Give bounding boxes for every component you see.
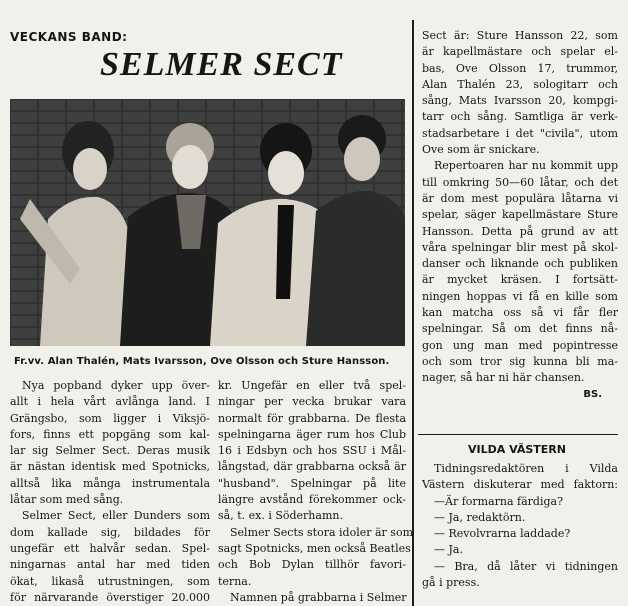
sidebar-line: — Bra, då låter vi tidningen — [434, 559, 618, 573]
sidebar-divider — [418, 434, 618, 435]
article-line: gon ung man med popintresse — [422, 338, 618, 352]
article-line: är mycket kräsen. I fortsätt- — [422, 273, 618, 287]
article-line: terna. — [218, 574, 252, 588]
article-line: och som tror sig kunna bli ma- — [422, 354, 618, 368]
article-line: Selmer Sect, eller Dunders som — [22, 509, 210, 523]
article-line: ningarnas antal har med tiden — [10, 558, 210, 572]
article-line: spelningarna äger rum hos Club — [218, 427, 406, 441]
article-line: så, t. ex. i Söderhamn. — [218, 509, 343, 523]
article-line: lar sig Selmer Sect. Deras musik — [10, 444, 210, 458]
article-column-2 — [218, 378, 414, 606]
article-line: kr. Ungefär en eller två spel- — [218, 379, 406, 392]
article-line: bas, Ove Olsson 17, trummor, — [422, 61, 618, 75]
article-line: ningar per vecka brukar vara — [218, 395, 406, 409]
article-line: sagt Spotnicks, men också Beatles — [218, 541, 411, 555]
article-line: Ove som är snickare. — [422, 143, 540, 157]
article-column-1 — [10, 378, 210, 606]
article-line: sång, Mats Ivarsson 20, kompgi- — [422, 94, 618, 108]
article-line: och Bob Dylan tillhör favori- — [218, 558, 406, 572]
article-line: allt i hela vårt avlånga land. I — [10, 395, 210, 409]
article-line: Hansson. Detta på grund av att — [422, 224, 618, 238]
article-line: låtar som med sång. — [10, 493, 124, 507]
article-line: ökat, likaså utrustningen, som — [10, 574, 210, 588]
article-line: våra spelningar blir mest på skol- — [422, 240, 618, 254]
article-line: till omkring 50—60 låtar, och det — [422, 175, 618, 189]
section-kicker: VECKANS BAND: — [10, 30, 128, 44]
article-line: längre avstånd förekommer ock- — [218, 493, 406, 507]
column-rule-right — [412, 20, 414, 606]
article-line: fors, finns ett popgäng som kal- — [10, 427, 210, 441]
article-line: är dom mest populära låtarna vi — [422, 191, 618, 205]
article-line: "husband". Spelningar på lite — [218, 476, 406, 490]
sidebar-title: VILDA VÄSTERN — [468, 443, 566, 456]
sidebar-line: Tidningsredaktören i Vilda — [434, 462, 618, 475]
article-line: danser och liknande och publiken — [422, 257, 618, 271]
sidebar-body — [422, 461, 618, 591]
sidebar-line: — Ja. — [434, 543, 463, 557]
band-photo — [10, 99, 405, 346]
article-line: Namnen på grabbarna i Selmer — [230, 590, 407, 604]
sidebar-line: — Revolvrarna laddade? — [434, 527, 571, 541]
article-line: för närvarande överstiger 20.000 — [10, 590, 210, 604]
article-line: spelningar. Så om det finns nå- — [422, 322, 618, 336]
article-line: nager, så har ni här chansen. — [422, 371, 585, 385]
article-line: dom kallade sig, bildades för — [10, 525, 210, 539]
article-line: Sect är: Sture Hansson 22, som — [422, 29, 618, 42]
article-line: Alan Thalén 23, sologitarr och — [422, 77, 618, 91]
article-line: 16 i Edsbyn och hos SSU i Mål- — [218, 444, 406, 458]
article-line: normalt för grabbarna. De flesta — [218, 411, 406, 425]
article-line: spelar, säger kapellmästare Sture — [422, 208, 618, 222]
article-line: stadsarbetare i det "civila", utom — [422, 126, 618, 140]
article-line: är nästan identisk med Spotnicks, — [10, 460, 210, 474]
article-line: kan matcha oss så vi får fler — [422, 306, 618, 320]
headline: SELMER SECT — [100, 46, 343, 83]
band-photo-image — [10, 99, 405, 346]
article-line: Nya popband dyker upp över- — [22, 379, 210, 392]
article-line: Grängsbo, som ligger i Viksjö- — [10, 411, 210, 425]
sidebar-line: — Ja, redaktörn. — [434, 510, 526, 524]
article-column-3 — [422, 28, 618, 403]
article-line: ningen hoppas vi få en kille som — [422, 289, 618, 303]
photo-caption: Fr.vv. Alan Thalén, Mats Ivarsson, Ove Olsson och Sture Hansson. — [14, 356, 390, 367]
byline: BS. — [583, 388, 602, 400]
sidebar-line: Västern diskuterar med faktorn: — [422, 478, 618, 492]
article-line: ungefär ett halvår sedan. Spel- — [10, 541, 210, 555]
sidebar-line: gå i press. — [422, 576, 480, 590]
article-line: tarr och sång. Samtliga är verk- — [422, 110, 618, 124]
article-line: alltså lika många instrumentala — [10, 476, 210, 490]
article-line: är kapellmästare och spelar el- — [422, 45, 618, 59]
article-line: långstad, där grabbarna också är — [218, 460, 406, 474]
sidebar-line: —Är formarna färdiga? — [434, 494, 563, 508]
article-line: Repertoaren har nu kommit upp — [434, 159, 618, 173]
article-line: Selmer Sects stora idoler är som — [230, 525, 414, 539]
